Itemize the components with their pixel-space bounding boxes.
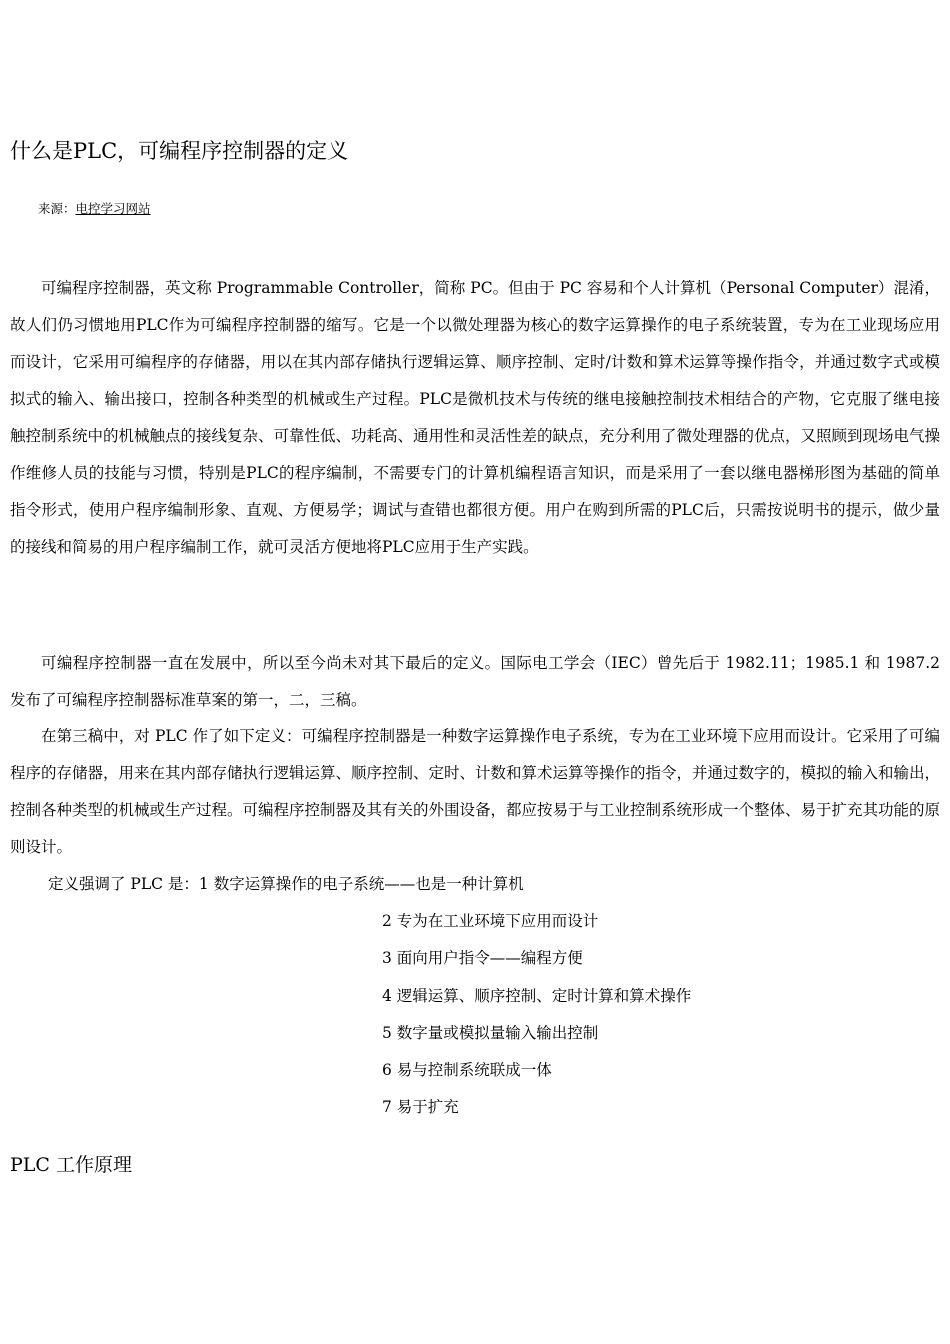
page-title: 什么是PLC，可编程序控制器的定义: [10, 139, 349, 163]
definition-list: [382, 903, 691, 1127]
definition-item: 7 易于扩充: [382, 1098, 459, 1117]
definition-item: 5 数字量或模拟量输入输出控制: [382, 1023, 599, 1042]
definition-item: 2 专为在工业环境下应用而设计: [382, 912, 599, 930]
source-link[interactable]: 电控学习网站: [75, 201, 151, 216]
paragraph-intro: 可编程序控制器，英文称 Programmable Controller，简称 PC。但由于 PC 容易和个人计算机（Personal Computer）混淆，故人们仍习惯地用PLC作为可编程序控制器的缩写。它是一个以微处理器为核心的数字运算操作的电子系统装置，专为在工业现场应用而设计，它采用可编程序的存储器，用以在其内部存储执行逻辑运算、顺序控制、定时/计数和算术运算等操作指令，并通过数字式或模拟式的输入、输出接口，控制各种类型的机械或生产过程。PLC是微机技术与传统的继电接触控制技术相结合的产物，它克服了继电接触控制系统中的机械触点的接线复杂、可靠性低、功耗高、通用性和灵活性差的缺点，充分利用了微处理器的优点，又照顾到现场电气操作维修人员的技能与习惯，特别是PLC的程序编制，不需要专门的计算机编程语言知识，而是采用了一套以继电器梯形图为基础的简单指令形式，使用户程序编制形象、直观、方便易学；调试与查错也都很方便。用户在购到所需的PLC后，只需按说明书的提示，做少量的接线和简易的用户程序编制工作，就可灵活方便地将PLC应用于生产实践。: [10, 279, 941, 556]
source-line: [38, 200, 151, 218]
definition-intro: 定义强调了 PLC 是：1 数字运算操作的电子系统——也是一种计算机: [48, 875, 524, 893]
paragraph-definition: 在第三稿中，对 PLC 作了如下定义：可编程序控制器是一种数字运算操作电子系统，专为在工业环境下应用而设计。它采用了可编程序的存储器，用来在其内部存储执行逻辑运算、顺序控制、定时、计数和算术运算等操作的指令，并通过数字的，模拟的输入和输出，控制各种类型的机械或生产过程。可编程序控制器及其有关的外围设备，都应按易于与工业控制系统形成一个整体、易于扩充其功能的原则设计。: [10, 727, 941, 856]
definition-item: 6 易与控制系统联成一体: [382, 1061, 552, 1080]
definition-item: 3 面向用户指令——编程方便: [382, 949, 583, 968]
section-heading: PLC 工作原理: [10, 1154, 132, 1176]
definition-item: 4 逻辑运算、顺序控制、定时计算和算术操作: [382, 986, 692, 1005]
source-label: 来源：: [38, 201, 76, 216]
paragraph-iec-history: 可编程序控制器一直在发展中，所以至今尚未对其下最后的定义。国际电工学会（IEC）曾先后于 1982.11；1985.1 和 1987.2 发布了可编程序控制器标准草案的第一，二，三稿。: [10, 654, 940, 709]
